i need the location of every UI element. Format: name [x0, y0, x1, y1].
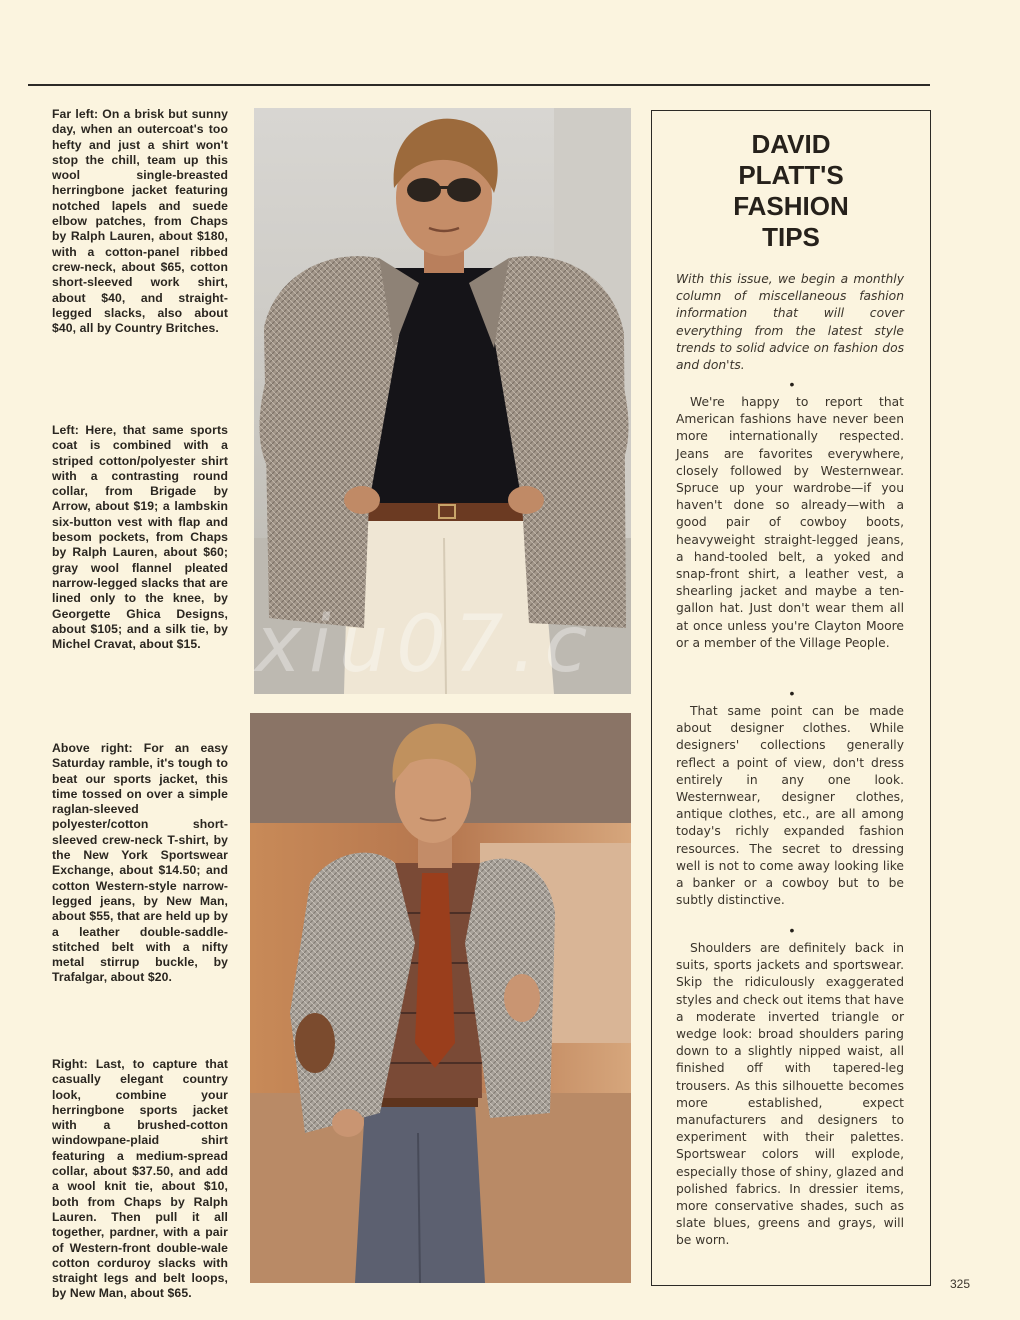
- photo-man-sunglasses: [254, 108, 631, 694]
- paragraph-text: That same point can be made about designer clothes. While designers' collections generally reflect a point of view, don't dress entirely in any one look. Westernwear, designer clothes, antique clothes, etc., are all among today's richly expanded fashion resources. The secret to dressing well is not to come away looking like a banker or a cowboy but to be subtly distinctive.: [676, 704, 904, 908]
- sidebar-paragraph: [676, 940, 904, 1250]
- caption-above-right: Above right: For an easy Saturday ramble, it's tough to beat our sports jacket, this time tossed on over a simple raglan-sleeved polyester/cotton short-sleeved crew-neck T-shirt, by the New York Sportswear Exchange, about $14.50; and cotton Western-style narrow-legged jeans, by New Man, about $55, that are held up by a leather double-saddle-stitched belt with a nifty metal stirrup buckle, by Trafalgar, about $20.: [52, 741, 228, 985]
- sidebar-title-line: PLATT'S: [738, 160, 844, 190]
- sidebar-title-line: FASHION: [733, 191, 849, 221]
- caption-right: Right: Last, to capture that casually elegant country look, combine your herringbone sports jacket with a brushed-cotton windowpane-plaid shirt featuring a medium-spread collar, about $37.50, and add a wool knit tie, about $10, both from Chaps by Ralph Lauren. Then pull it all together, pardner, with a pair of Western-front double-wale cotton corduroy slacks with straight legs and belt loops, by New Man, about $65.: [52, 1057, 228, 1301]
- caption-far-left: Far left: On a brisk but sunny day, when an outercoat's too hefty and just a shirt won't stop the chill, team up this wool single-breasted herringbone jacket featuring notched lapels and suede elbow patches, from Chaps by Ralph Lauren, about $180, with a cotton-panel ribbed crew-neck, about $65, cotton short-sleeved work shirt, about $40, and straight-legged slacks, also about $40, all by Country Britches.: [52, 107, 228, 336]
- bullet-separator: •: [789, 376, 795, 392]
- sidebar-paragraph: [676, 703, 904, 909]
- page-number: 325: [950, 1277, 971, 1291]
- fashion-tips-sidebar: [651, 110, 931, 1286]
- bullet-separator: •: [789, 685, 795, 701]
- bullet-separator: •: [789, 922, 795, 938]
- sidebar-title: [652, 129, 930, 253]
- caption-left: Left: Here, that same sports coat is combined with a striped cotton/polyester shirt with a contrasting round collar, from Brigade by Arrow, about $19; a lambskin six-button vest with flap and besom pockets, from Chaps by Ralph Lauren, about $60; gray wool flannel pleated narrow-legged slacks that are lined only to the knee, by Georgette Ghica Designs, about $105; and a silk tie, by Michel Cravat, about $15.: [52, 423, 228, 652]
- sidebar-intro: With this issue, we begin a monthly column of miscellaneous fashion information that will cover everything from the latest style trends to solid advice on fashion dos and don'ts.: [676, 272, 904, 373]
- watermark: xiu07.c: [255, 600, 596, 690]
- top-rule: [28, 84, 930, 86]
- paragraph-text: We're happy to report that American fashions have never been more internationally respected. Jeans are favorites everywhere, closely followed by Westernwear. Spruce up your wardrobe—if you haven't done so already—with a good pair of cowboy boots, heavyweight straight-legged jeans, a hand-tooled belt, a yoked and snap-front shirt, a leather vest, a shearling jacket and maybe a ten-gallon hat. Just don't wear them all at once unless you're Clayton Moore or a member of the Village People.: [676, 395, 904, 650]
- sidebar-title-line: TIPS: [762, 222, 820, 252]
- sidebar-title-line: DAVID: [751, 129, 831, 159]
- photo-man-knit-tie: [250, 713, 631, 1283]
- paragraph-text: Shoulders are definitely back in suits, sports jackets and sportswear. Skip the ridiculously exaggerated styles and check out items that have a moderate inverted triangle or wedge look: broad shoulders paring down to a slightly nipped waist, all finished off with tapered-leg trousers. As this silhouette becomes more established, expect manufacturers and designers to experiment with their palettes. Sportswear colors will explode, especially those of shiny, glazed and polished fabrics. In dressier items, more conservative shades, such as slate blues, greens and grays, will be worn.: [676, 941, 904, 1248]
- sidebar-paragraph: [676, 394, 904, 652]
